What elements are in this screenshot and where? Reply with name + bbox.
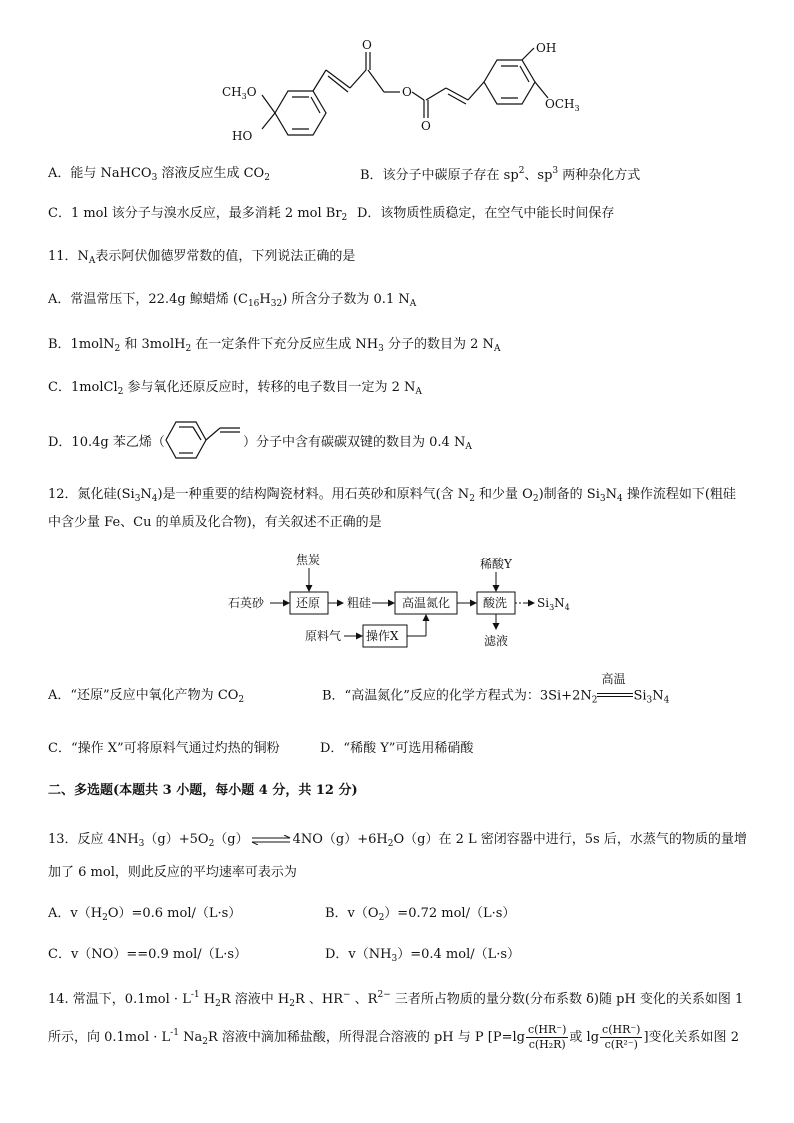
reaction-condition: 高温 xyxy=(597,689,633,703)
q10-option-b: B．该分子中碳原子存在 $sp^2$、$sp^3$ 两种杂化方式 xyxy=(360,166,641,183)
q11-option-c: C．1molCl$_2$ 参与氧化还原反应时，转移的电子数目一定为 2 $N_A$ xyxy=(48,380,422,397)
q13-option-d: D．$v(NH_3)=0.4$ mol/（L·s） xyxy=(325,947,521,964)
styrene-structure xyxy=(160,418,246,464)
svg-text:O: O xyxy=(362,38,372,52)
svg-text:CH3O: $CH_3O$ xyxy=(222,85,257,101)
svg-text:O: O xyxy=(421,119,431,133)
q13-line1: 13．反应 $4NH_3(g)+5O_2(g)$ $4NO(g)+6H_2O(g)$在 2 L 密闭容器中进行，5s 后，水蒸气的物质的量增 xyxy=(48,832,747,849)
svg-text:HO: HO xyxy=(232,129,253,143)
q12-stem-line2: 中含少量 Fe、Cu 的单质及化合物)，有关叙述不正确的是 xyxy=(48,515,382,530)
q13-option-c: C．v（NO）==0.9 mol/（L·s） xyxy=(48,947,248,962)
fraction-hr-h2r: $\frac{c(HR^-)}{\text{c(H₂R)}}$ xyxy=(527,1023,567,1052)
q10-option-d: D．该物质性质稳定，在空气中能长时间保存 xyxy=(357,206,615,221)
molecule-structure xyxy=(0,0,794,150)
q10-option-c: C．1 mol 该分子与溴水反应，最多消耗 2 mol $Br_2$ xyxy=(48,206,348,223)
q12-option-b: B．“高温氮化”反应的化学方程式为：$3Si+2N_2$ 高温 $Si_3N_4$ xyxy=(322,672,670,706)
q11-option-d-tail: ）分子中含有碳碳双键的数目为 0.4 $N_A$ xyxy=(243,435,472,452)
flow-quartz: 石英砂 xyxy=(228,596,265,610)
q13-option-b: B．$v(O_2)=0.72$ mol/（L·s） xyxy=(325,906,516,923)
q11-option-a: A．常温常压下，22.4g 鲸蜡烯 $(C_{16}H_{32})$ 所含分子数为 0.1 $N_A$ xyxy=(48,292,417,309)
flow-feed-gas: 原料气 xyxy=(305,629,342,643)
flow-nitridation: 高温氮化 xyxy=(402,596,451,610)
q12-option-a: A．“还原”反应中氧化产物为 $CO_2$ xyxy=(48,688,245,705)
q11-option-b: B．1molN$_2$ 和 3molH$_2$ 在一定条件下充分反应生成 $NH_3$ 分子的数目为 2 $N_A$ xyxy=(48,337,501,354)
flow-op-x: 操作X xyxy=(366,629,399,643)
flow-reduce: 还原 xyxy=(296,596,321,610)
q11-stem: 11．$N_A$表示阿伏伽德罗常数的值，下列说法正确的是 xyxy=(48,249,356,266)
q14-line2: 所示，向 $0.1mol \cdot L^{-1}$ $Na_2R$ 溶液中滴加稀盐酸，所得混合溶液的 pH 与 P [P=lg $\frac{c(HR^-)}{\text{c(H₂R)}}$ 或 lg $\frac{c(HR^-)}{\text{c(R²⁻)}}$ ]变化关系如图 2 xyxy=(48,1023,739,1052)
q10-option-a: A．能与 NaHCO$_3$ 溶液反应生成 $CO_2$ xyxy=(48,166,270,183)
svg-text:OCH3: $OCH_3$ xyxy=(545,97,580,113)
q12-flow-chart xyxy=(0,550,794,655)
flow-filtrate: 滤液 xyxy=(484,634,509,648)
q13-line2: 加了 6 mol，则此反应的平均速率可表示为 xyxy=(48,865,297,880)
flow-product: $Si_3N_4$ xyxy=(537,596,570,612)
svg-text:OH: OH xyxy=(536,41,557,55)
flow-acid-y: 稀酸Y xyxy=(480,557,512,571)
q14-line1: 14. 常温下，$0.1mol \cdot L^{-1}$ $H_2R$ 溶液中 $H_2R$ 、HR− 、$R^{2-}$ 三者所占物质的量分数(分布系数 δ)随 pH 变化的关系如图 1 xyxy=(48,990,744,1009)
flow-crude-si: 粗硅 xyxy=(347,596,372,610)
fraction-hr-r: $\frac{c(HR^-)}{\text{c(R²⁻)}}$ xyxy=(602,1023,641,1052)
flow-acid-wash: 酸洗 xyxy=(483,596,508,610)
flow-coke: 焦炭 xyxy=(296,553,321,567)
q11-option-d-lead: D．10.4g 苯乙烯（ xyxy=(48,435,165,450)
q13-option-a: A．$v(H_2O)=0.6$ mol/（L·s） xyxy=(48,906,242,923)
equilibrium-arrow xyxy=(251,835,291,845)
q12-stem-line1: 12．氮化硅$(Si_3N_4)$是一种重要的结构陶瓷材料。用石英砂和原料气(含 $N_2$ 和少量 $O_2$)制备的 $Si_3N_4$ 操作流程如下(粗硅 xyxy=(48,487,736,504)
section-heading: 二、多选题(本题共 3 小题，每小题 4 分，共 12 分) xyxy=(48,783,358,798)
q12-option-c: C．“操作 X”可将原料气通过灼热的铜粉 xyxy=(48,741,280,756)
svg-text:O: O xyxy=(402,85,412,99)
q12-option-d: D．“稀酸 Y”可选用稀硝酸 xyxy=(320,741,474,756)
